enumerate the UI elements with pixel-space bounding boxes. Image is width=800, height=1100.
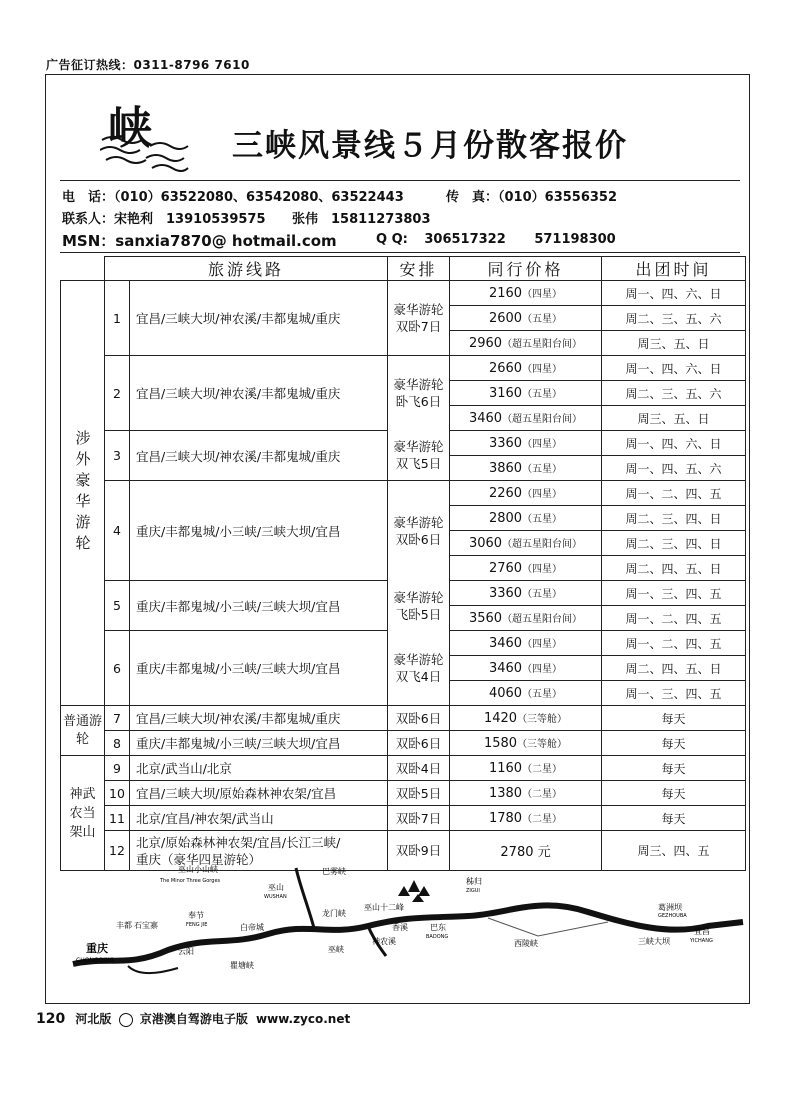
- arrangement: 双卧5日: [388, 781, 450, 806]
- arrangement: 双卧9日: [388, 831, 450, 871]
- category-luxury: 涉外豪华游轮: [61, 281, 105, 706]
- map-label-shennongxi: 神农溪: [372, 937, 396, 946]
- arrangement: 豪华游轮飞卧5日: [388, 581, 450, 631]
- map-label-zigui: 秭归: [466, 877, 482, 886]
- departure-cell: 周二、四、五、日: [602, 656, 746, 681]
- map-label-longmen: 龙门峡: [322, 909, 346, 918]
- price-cell: 1160（二星）: [450, 756, 602, 781]
- header-arrangement: 安排: [388, 257, 450, 281]
- publication-name: 京港澳自驾游电子版: [139, 1012, 248, 1026]
- table-row: [61, 781, 746, 806]
- route-text: 重庆/丰都鬼城/小三峡/三峡大坝/宜昌: [130, 581, 388, 631]
- departure-cell: 周一、四、六、日: [602, 281, 746, 306]
- route-text: 重庆/丰都鬼城/小三峡/三峡大坝/宜昌: [130, 731, 388, 756]
- table-row: [61, 706, 746, 731]
- route-number: 5: [105, 581, 130, 631]
- table-row: [61, 806, 746, 831]
- route-text: 宜昌/三峡大坝/原始森林神农架/宜昌: [130, 781, 388, 806]
- divider: [60, 252, 740, 253]
- map-label-xiaosanxia: 巫山小山峡: [178, 865, 218, 874]
- table-header-row: [61, 257, 746, 281]
- table-row: [61, 581, 746, 606]
- departure-cell: 周一、二、四、五: [602, 481, 746, 506]
- departure-cell: 周一、三、四、五: [602, 681, 746, 706]
- table-row: [61, 756, 746, 781]
- category-ordinary: 普通游轮: [61, 706, 105, 756]
- departure-cell: 每天: [602, 731, 746, 756]
- table-row: [61, 481, 746, 506]
- map-label-shibaozhai: 石宝寨: [134, 921, 158, 930]
- route-number: 9: [105, 756, 130, 781]
- map-label-yichang-en: YICHANG: [690, 938, 713, 944]
- departure-cell: 周一、四、五、六: [602, 456, 746, 481]
- fax-line: [446, 186, 617, 205]
- price-cell: 1380（二星）: [450, 781, 602, 806]
- price-cell: 2760（四星）: [450, 556, 602, 581]
- price-cell: 2960（超五星阳台间）: [450, 331, 602, 356]
- arrangement: 双卧6日: [388, 731, 450, 756]
- map-label-bawu: 巴雾峡: [322, 867, 346, 876]
- map-label-fengjie-en: FENG JIE: [186, 922, 208, 928]
- route-number: 2: [105, 356, 130, 431]
- map-label-yichang: 宜昌: [694, 927, 710, 936]
- contact-person-2: [292, 208, 431, 227]
- price-cell: 2260（四星）: [450, 481, 602, 506]
- fax-label: 传 真：: [446, 190, 499, 205]
- price-cell: 2600（五星）: [450, 306, 602, 331]
- price-cell: 3460（四星）: [450, 631, 602, 656]
- edition: 河北版: [75, 1012, 112, 1026]
- divider: [60, 180, 740, 181]
- route-text: 宜昌/三峡大坝/神农溪/丰都鬼城/重庆: [130, 356, 388, 431]
- wave-icon: [100, 132, 190, 174]
- table-row: [61, 731, 746, 756]
- map-label-fengjie: 奉节: [188, 911, 204, 920]
- map-label-gezhouba-en: GEZHOUBA: [658, 913, 687, 919]
- header-price: 同行价格: [450, 257, 602, 281]
- route-number: 1: [105, 281, 130, 356]
- logo-glyph: 峡: [108, 103, 152, 154]
- price-cell: 3360（五星）: [450, 581, 602, 606]
- publication-logo-icon: [119, 1013, 133, 1027]
- map-label-twelve-peaks: 巫山十二峰: [364, 903, 404, 912]
- route-number: 7: [105, 706, 130, 731]
- footer: [36, 1010, 350, 1027]
- route-number: 6: [105, 631, 130, 706]
- map-label-xiangxi: 香溪: [392, 923, 408, 932]
- price-cell: 3460（四星）: [450, 656, 602, 681]
- arrangement: 豪华游轮双卧7日: [388, 281, 450, 356]
- map-label-zigui-en: ZIGUI: [466, 888, 480, 894]
- route-number: 10: [105, 781, 130, 806]
- departure-cell: 周一、二、四、五: [602, 606, 746, 631]
- route-number: 12: [105, 831, 130, 871]
- map-label-fengdu: 丰都: [116, 921, 132, 930]
- route-text: 宜昌/三峡大坝/神农溪/丰都鬼城/重庆: [130, 281, 388, 356]
- price-cell: 3460（超五星阳台间）: [450, 406, 602, 431]
- arrangement: 豪华游轮双飞5日: [388, 431, 450, 481]
- qq-line: [376, 232, 616, 247]
- arrangement: 双卧7日: [388, 806, 450, 831]
- table-row: [61, 631, 746, 656]
- departure-cell: 周二、三、四、日: [602, 531, 746, 556]
- departure-cell: 周二、三、五、六: [602, 381, 746, 406]
- header-route: 旅游线路: [105, 257, 388, 281]
- map-label-chongqing: 重庆: [86, 942, 108, 955]
- departure-cell: 周三、四、五: [602, 831, 746, 871]
- table-row: [61, 431, 746, 456]
- map-label-dam: 三峡大坝: [638, 937, 670, 946]
- departure-cell: 周二、三、五、六: [602, 306, 746, 331]
- price-cell: 1780（二星）: [450, 806, 602, 831]
- price-cell: 1580（三等舱）: [450, 731, 602, 756]
- map-label-xiling: 西陵峡: [514, 939, 538, 948]
- route-text: 北京/原始森林神农架/宜昌/长江三峡/ 重庆（豪华四星游轮）: [130, 831, 388, 871]
- price-cell: 2780 元: [450, 831, 602, 871]
- table-row: [61, 356, 746, 381]
- departure-cell: 周一、三、四、五: [602, 581, 746, 606]
- logo: [100, 92, 190, 172]
- route-number: 11: [105, 806, 130, 831]
- price-cell: 3560（超五星阳台间）: [450, 606, 602, 631]
- route-text: 北京/宜昌/神农架/武当山: [130, 806, 388, 831]
- page-number: 120: [36, 1011, 66, 1027]
- route-text: 宜昌/三峡大坝/神农溪/丰都鬼城/重庆: [130, 706, 388, 731]
- person-label: 联系人：: [62, 212, 115, 227]
- route-number: 4: [105, 481, 130, 581]
- price-cell: 3860（五星）: [450, 456, 602, 481]
- price-cell: 1420（三等舱）: [450, 706, 602, 731]
- departure-cell: 周三、五、日: [602, 406, 746, 431]
- departure-cell: 每天: [602, 806, 746, 831]
- departure-cell: 周二、四、五、日: [602, 556, 746, 581]
- route-text: 重庆/丰都鬼城/小三峡/三峡大坝/宜昌: [130, 481, 388, 581]
- header-departure: 出团时间: [602, 257, 746, 281]
- map-label-chongqing-en: CHONGQING: [76, 957, 115, 964]
- website-link[interactable]: www.zyco.net: [256, 1012, 351, 1026]
- departure-cell: 每天: [602, 756, 746, 781]
- map-label-gezhouba: 葛洲坝: [658, 903, 682, 912]
- msn-label: MSN：: [62, 232, 116, 250]
- route-text: 北京/武当山/北京: [130, 756, 388, 781]
- arrangement: 豪华游轮双卧6日: [388, 481, 450, 581]
- category-wudang: 神武农当架山: [61, 756, 105, 871]
- departure-cell: 周三、五、日: [602, 331, 746, 356]
- map-label-wuxia: 巫峡: [328, 945, 344, 954]
- qq-1: 306517322: [424, 232, 506, 247]
- map-label-wushan: 巫山: [268, 883, 284, 892]
- page-title: 三峡风景线５月份散客报价: [232, 128, 628, 164]
- route-text: 重庆/丰都鬼城/小三峡/三峡大坝/宜昌: [130, 631, 388, 706]
- departure-cell: 周一、四、六、日: [602, 431, 746, 456]
- price-cell: 2800（五星）: [450, 506, 602, 531]
- arrangement: 豪华游轮卧飞6日: [388, 356, 450, 431]
- price-cell: 2660（四星）: [450, 356, 602, 381]
- arrangement: 双卧4日: [388, 756, 450, 781]
- map-label-baidi: 白帝城: [240, 923, 264, 932]
- person-1: 宋艳利 13910539575: [114, 212, 266, 227]
- msn-line: [62, 230, 337, 251]
- table-row: [61, 281, 746, 306]
- three-gorges-map: [68, 856, 748, 986]
- departure-cell: 每天: [602, 781, 746, 806]
- map-label-wushan-en: WUSHAN: [264, 894, 287, 900]
- departure-cell: 每天: [602, 706, 746, 731]
- person-2: 张伟 15811273803: [292, 212, 431, 227]
- arrangement: 豪华游轮双飞4日: [388, 631, 450, 706]
- ad-hotline: 广告征订热线：0311-8796 7610: [46, 58, 250, 72]
- map-label-xiaosanxia-en: The Minor Three Gorges: [160, 878, 221, 884]
- map-label-badong-en: BADONG: [426, 934, 449, 940]
- map-label-yunyang: 云阳: [178, 947, 194, 956]
- qq-label: Q Q:: [376, 232, 408, 247]
- price-cell: 3060（超五星阳台间）: [450, 531, 602, 556]
- price-cell: 3360（四星）: [450, 431, 602, 456]
- msn-value[interactable]: sanxia7870@ hotmail.com: [115, 232, 337, 250]
- route-text: 宜昌/三峡大坝/神农溪/丰都鬼城/重庆: [130, 431, 388, 481]
- map-label-badong: 巴东: [430, 923, 446, 932]
- price-table: [60, 256, 746, 871]
- departure-cell: 周一、四、六、日: [602, 356, 746, 381]
- price-cell: 4060（五星）: [450, 681, 602, 706]
- arrangement: 双卧6日: [388, 706, 450, 731]
- phone-line: [62, 186, 404, 205]
- map-label-qutang: 瞿塘峡: [230, 961, 254, 970]
- departure-cell: 周一、二、四、五: [602, 631, 746, 656]
- departure-cell: 周二、三、四、日: [602, 506, 746, 531]
- price-cell: 2160（四星）: [450, 281, 602, 306]
- contact-person-line: [62, 208, 266, 227]
- phone-values: （010）63522080、63542080、63522443: [114, 190, 404, 205]
- route-number: 8: [105, 731, 130, 756]
- route-number: 3: [105, 431, 130, 481]
- phone-label: 电 话：: [62, 190, 115, 205]
- qq-2: 571198300: [534, 232, 616, 247]
- price-cell: 3160（五星）: [450, 381, 602, 406]
- fax-value: （010）63556352: [498, 190, 618, 205]
